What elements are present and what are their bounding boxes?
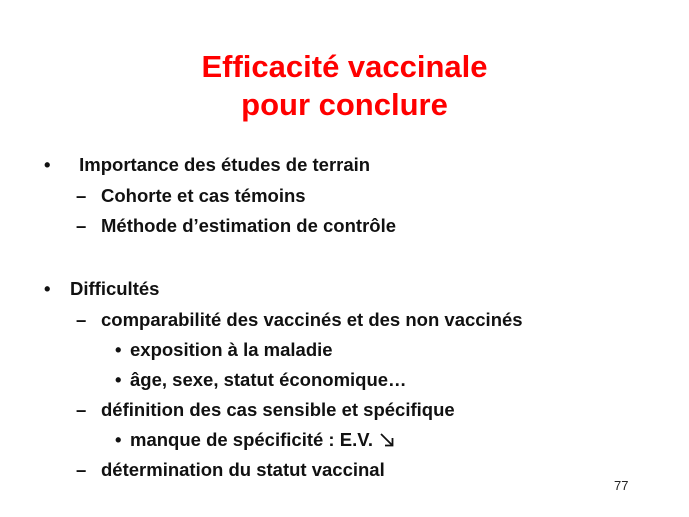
slide-title-line-1: Efficacité vaccinale [201,49,488,84]
dash-marker: – [76,215,87,236]
slide-title [0,48,689,124]
bullet-marker: • [115,369,122,390]
sub-item-text: Cohorte et cas témoins [101,185,306,206]
dash-marker: – [76,309,87,330]
sub-item-text: détermination du statut vaccinal [101,459,385,480]
bullet-text: Difficultés [70,278,160,299]
arrow-down-right-icon [379,430,395,454]
dash-marker: – [76,185,87,206]
bullet-text: Importance des études de terrain [74,154,371,175]
dash-marker: – [76,399,87,420]
dash-marker: – [76,459,87,480]
sub-sub-item-text: âge, sexe, statut économique… [130,369,407,390]
sub-sub-item-text: exposition à la maladie [130,339,333,360]
page-number: 77 [614,478,629,493]
sub-sub-item-text: manque de spécificité : E.V. [130,429,373,450]
bullet-marker: • [44,154,51,175]
sub-item-text: définition des cas sensible et spécifique [101,399,455,420]
sub-item-text: Méthode d’estimation de contrôle [101,215,396,236]
sub-sub-item-text-wrap [130,428,395,454]
slide-title-line-2: pour conclure [241,87,448,122]
bullet-marker: • [115,339,122,360]
bullet-marker: • [44,278,51,299]
sub-item-text: comparabilité des vaccinés et des non vaccinés [101,309,523,330]
bullet-marker: • [115,429,122,450]
